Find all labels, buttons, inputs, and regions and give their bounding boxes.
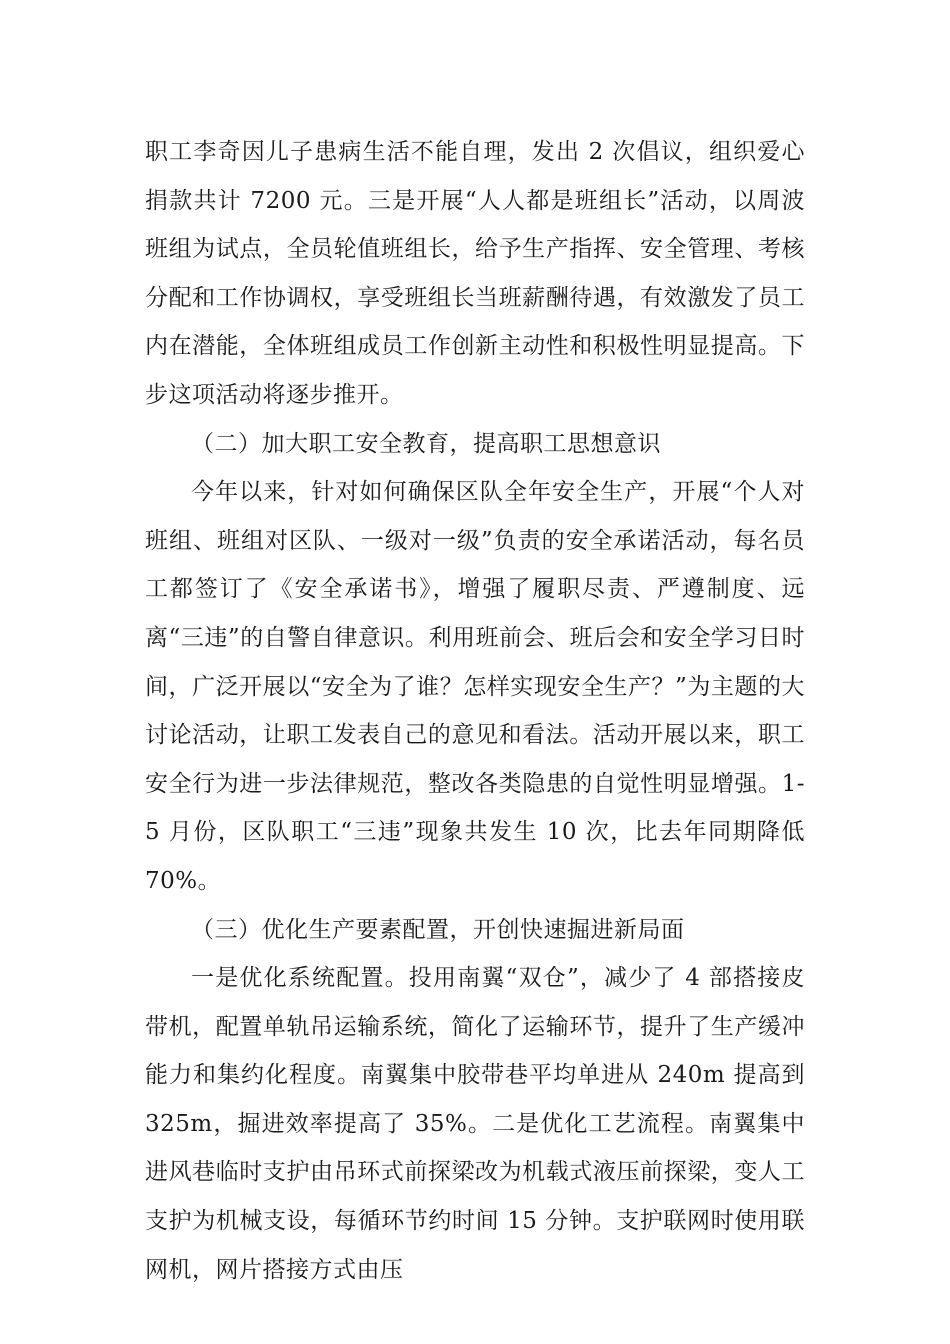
section-heading-3: （三）优化生产要素配置，开创快速掘进新局面 bbox=[191, 916, 685, 943]
body-paragraph-3: 一是优化系统配置。投用南翼“双仓”，减少了 4 部搭接皮带机，配置单轨吊运输系统，简化了运输环节，提升了生产缓冲能力和集约化程度。南翼集中胶带巷平均单进从 240m 提高到 325m，掘进效率提高了 35%。二是优化工艺流程。南翼集中进风巷临时支护由吊环式前探梁改为机载式液压前探梁，变人工支护为机械支设，每循环节约时间 15 分钟。支护联网时使用联网机，网片搭接方式由压 bbox=[145, 965, 805, 1283]
document-page bbox=[145, 128, 805, 1294]
section-heading-2: （二）加大职工安全教育，提高职工思想意识 bbox=[191, 430, 661, 457]
body-paragraph-2: 今年以来，针对如何确保区队全年安全生产，开展“个人对班组、班组对区队、一级对一级”负责的安全承诺活动，每名员工都签订了《安全承诺书》，增强了履职尽责、严遵制度、远离“三违”的自警自律意识。利用班前会、班后会和安全学习日时间，广泛开展以“安全为了谁？怎样实现安全生产？”为主题的大讨论活动，让职工发表自己的意见和看法。活动开展以来，职工安全行为进一步法律规范，整改各类隐患的自觉性明显增强。1-5 月份，区队职工“三违”现象共发生 10 次，比去年同期降低 70%。 bbox=[145, 479, 805, 894]
body-paragraph-1: 职工李奇因儿子患病生活不能自理，发出 2 次倡议，组织爱心捐款共计 7200 元。三是开展“人人都是班组长”活动，以周波班组为试点，全员轮值班组长，给予生产指挥、安全管理、考核分配和工作协调权，享受班组长当班薪酬待遇，有效激发了员工内在潜能，全体班组成员工作创新主动性和积极性明显提高。下步这项活动将逐步推开。 bbox=[145, 139, 805, 408]
